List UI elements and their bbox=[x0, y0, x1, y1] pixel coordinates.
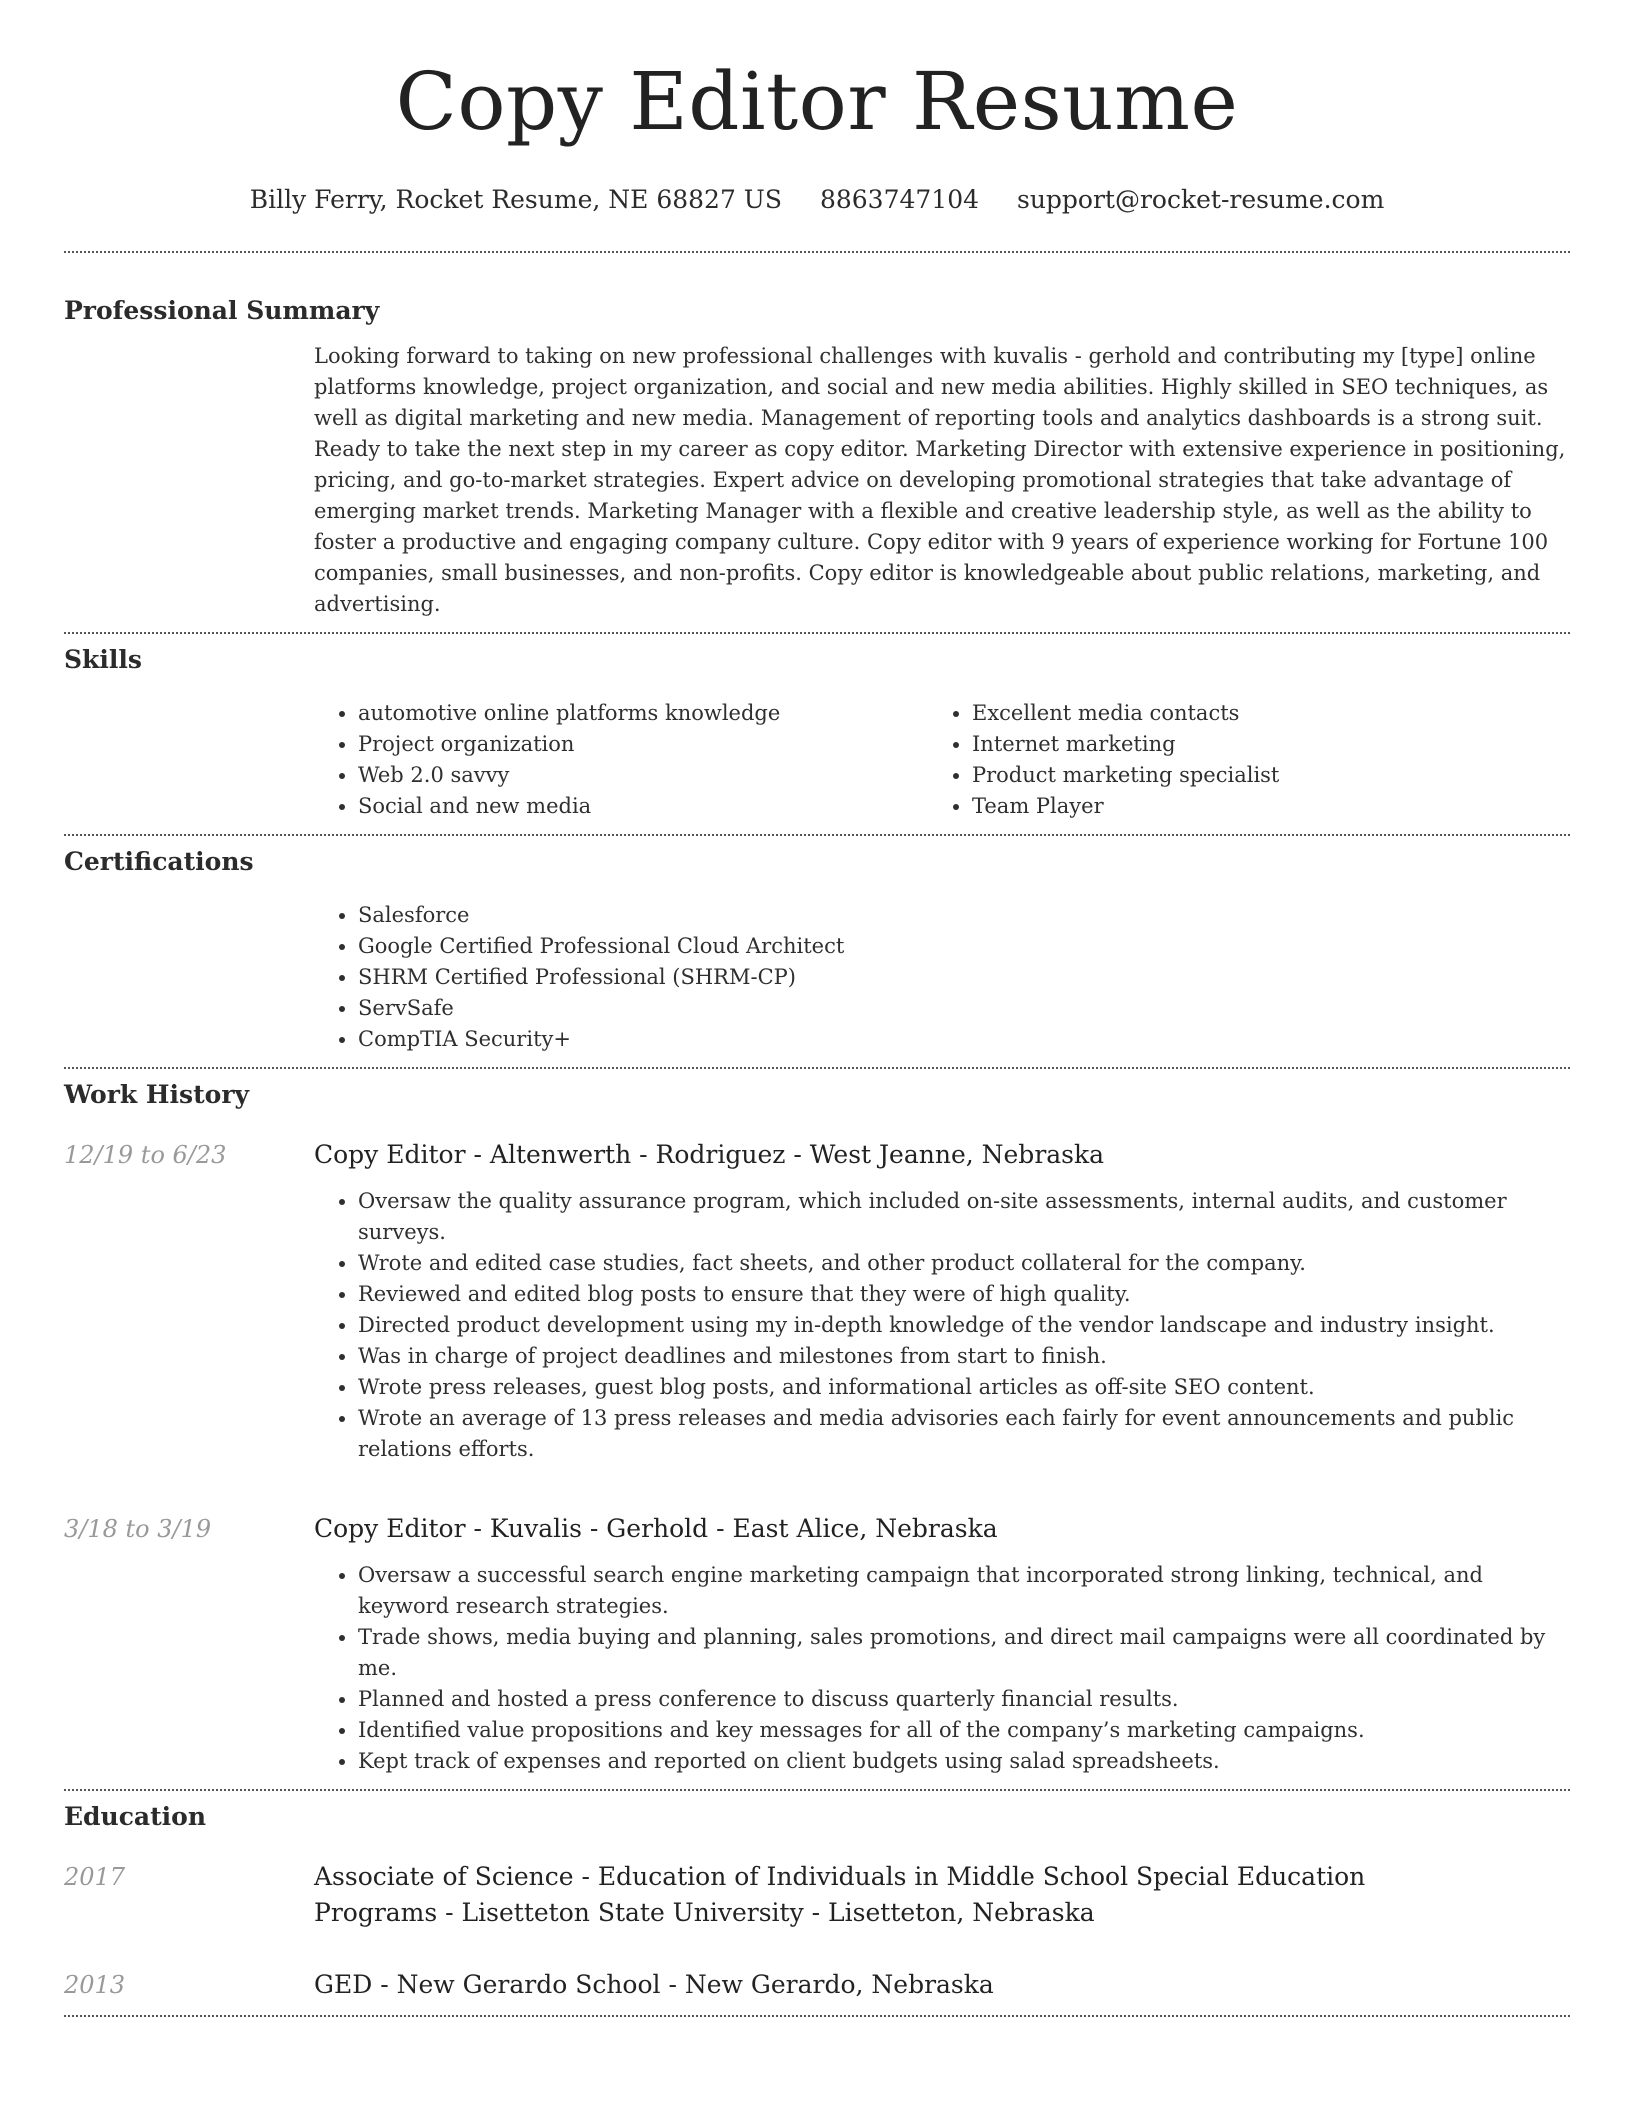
resume-title: Copy Editor Resume bbox=[395, 55, 1239, 148]
skills-list-left bbox=[314, 698, 928, 822]
job-details bbox=[314, 1511, 1570, 1777]
contact-phone: 8863747104 bbox=[819, 185, 980, 214]
contact-address: Billy Ferry, Rocket Resume, NE 68827 US bbox=[249, 185, 783, 214]
certification-item: • Salesforce bbox=[358, 900, 1570, 931]
job-bullet: • Reviewed and edited blog posts to ensure that they were of high quality. bbox=[358, 1279, 1570, 1310]
job-bullet: • Directed product development using my in-depth knowledge of the vendor landscape and industry insight. bbox=[358, 1310, 1570, 1341]
skill-item: • Excellent media contacts bbox=[972, 698, 1542, 729]
summary-text: Looking forward to taking on new professional challenges with kuvalis - gerhold and contributing my [type] online platforms knowledge, project organization, and social and new media abilities. Highly skilled in SEO techniques, as well as digital marketing and new media. Management of reporting tools and analytics dashboards is a strong suit. Ready to take the next step in my career as copy editor. Marketing Director with extensive experience in positioning, pricing, and go-to-market strategies. Expert advice on developing promotional strategies that take advantage of emerging market trends. Marketing Manager with a flexible and creative leadership style, as well as the ability to foster a productive and engaging company culture. Copy editor with 9 years of experience working for Fortune 100 companies, small businesses, and non-profits. Copy editor is knowledgeable about public relations, marketing, and advertising. bbox=[314, 344, 1566, 616]
summary-heading: Professional Summary bbox=[64, 296, 380, 325]
job-details bbox=[314, 1137, 1570, 1465]
job-bullet: • Trade shows, media buying and planning, sales promotions, and direct mail campaigns were all coordinated by me. bbox=[358, 1622, 1570, 1684]
job-bullet: • Oversaw a successful search engine marketing campaign that incorporated strong linking, technical, and keyword research strategies. bbox=[358, 1560, 1570, 1622]
job-bullets bbox=[314, 1186, 1570, 1465]
skills-list-right bbox=[928, 698, 1542, 822]
skill-item: • Project organization bbox=[358, 729, 928, 760]
contact-email: support@rocket-resume.com bbox=[1016, 185, 1385, 214]
skill-item: • Internet marketing bbox=[972, 729, 1542, 760]
education-details: GED - New Gerardo School - New Gerardo, Nebraska bbox=[314, 1970, 994, 1999]
job-title: Copy Editor - Kuvalis - Gerhold - East Alice, Nebraska bbox=[314, 1514, 998, 1543]
certifications-heading: Certifications bbox=[64, 847, 254, 876]
job-bullet: • Wrote an average of 13 press releases and media advisories each fairly for event announcements and public relations efforts. bbox=[358, 1403, 1570, 1465]
skill-item: • automotive online platforms knowledge bbox=[358, 698, 928, 729]
job-title: Copy Editor - Altenwerth - Rodriguez - West Jeanne, Nebraska bbox=[314, 1140, 1105, 1169]
certification-item: • ServSafe bbox=[358, 993, 1570, 1024]
education-year: 2013 bbox=[64, 1971, 126, 1999]
job-bullet: • Identified value propositions and key messages for all of the company’s marketing campaigns. bbox=[358, 1715, 1570, 1746]
skills-heading: Skills bbox=[64, 645, 142, 674]
job-bullet: • Planned and hosted a press conference to discuss quarterly financial results. bbox=[358, 1684, 1570, 1715]
contact-line bbox=[64, 184, 1570, 216]
job-entry bbox=[64, 1137, 1570, 1465]
certifications-section bbox=[64, 836, 1570, 1067]
certifications-area bbox=[314, 900, 1570, 1055]
certification-item: • CompTIA Security+ bbox=[358, 1024, 1570, 1055]
skill-item: • Web 2.0 savvy bbox=[358, 760, 928, 791]
job-bullet: • Wrote and edited case studies, fact sheets, and other product collateral for the company. bbox=[358, 1248, 1570, 1279]
skill-item: • Team Player bbox=[972, 791, 1542, 822]
summary-section bbox=[64, 253, 1570, 632]
divider bbox=[64, 2015, 1570, 2017]
skill-item: • Product marketing specialist bbox=[972, 760, 1542, 791]
skills-section bbox=[64, 634, 1570, 834]
education-heading: Education bbox=[64, 1802, 207, 1831]
certification-item: • Google Certified Professional Cloud Architect bbox=[358, 931, 1570, 962]
certifications-list bbox=[314, 900, 1570, 1055]
education-details: Associate of Science - Education of Individuals in Middle School Special Education Programs - Lisetteton State University - Lisetteton, Nebraska bbox=[314, 1862, 1366, 1927]
education-section bbox=[64, 1791, 1570, 2015]
job-entry bbox=[64, 1511, 1570, 1777]
work-history-section bbox=[64, 1069, 1570, 1789]
education-entry bbox=[64, 1967, 1570, 2003]
certification-item: • SHRM Certified Professional (SHRM-CP) bbox=[358, 962, 1570, 993]
job-dates: 3/18 to 3/19 bbox=[64, 1515, 212, 1543]
job-bullets bbox=[314, 1560, 1570, 1777]
work-history-heading: Work History bbox=[64, 1080, 250, 1109]
job-bullet: • Oversaw the quality assurance program, which included on-site assessments, internal audits, and customer surveys. bbox=[358, 1186, 1570, 1248]
job-bullet: • Was in charge of project deadlines and milestones from start to finish. bbox=[358, 1341, 1570, 1372]
job-bullet: • Kept track of expenses and reported on client budgets using salad spreadsheets. bbox=[358, 1746, 1570, 1777]
job-dates: 12/19 to 6/23 bbox=[64, 1141, 227, 1169]
skills-grid bbox=[314, 698, 1570, 822]
education-year: 2017 bbox=[64, 1863, 126, 1891]
education-entry bbox=[64, 1859, 1570, 1931]
skill-item: • Social and new media bbox=[358, 791, 928, 822]
job-bullet: • Wrote press releases, guest blog posts, and informational articles as off-site SEO content. bbox=[358, 1372, 1570, 1403]
